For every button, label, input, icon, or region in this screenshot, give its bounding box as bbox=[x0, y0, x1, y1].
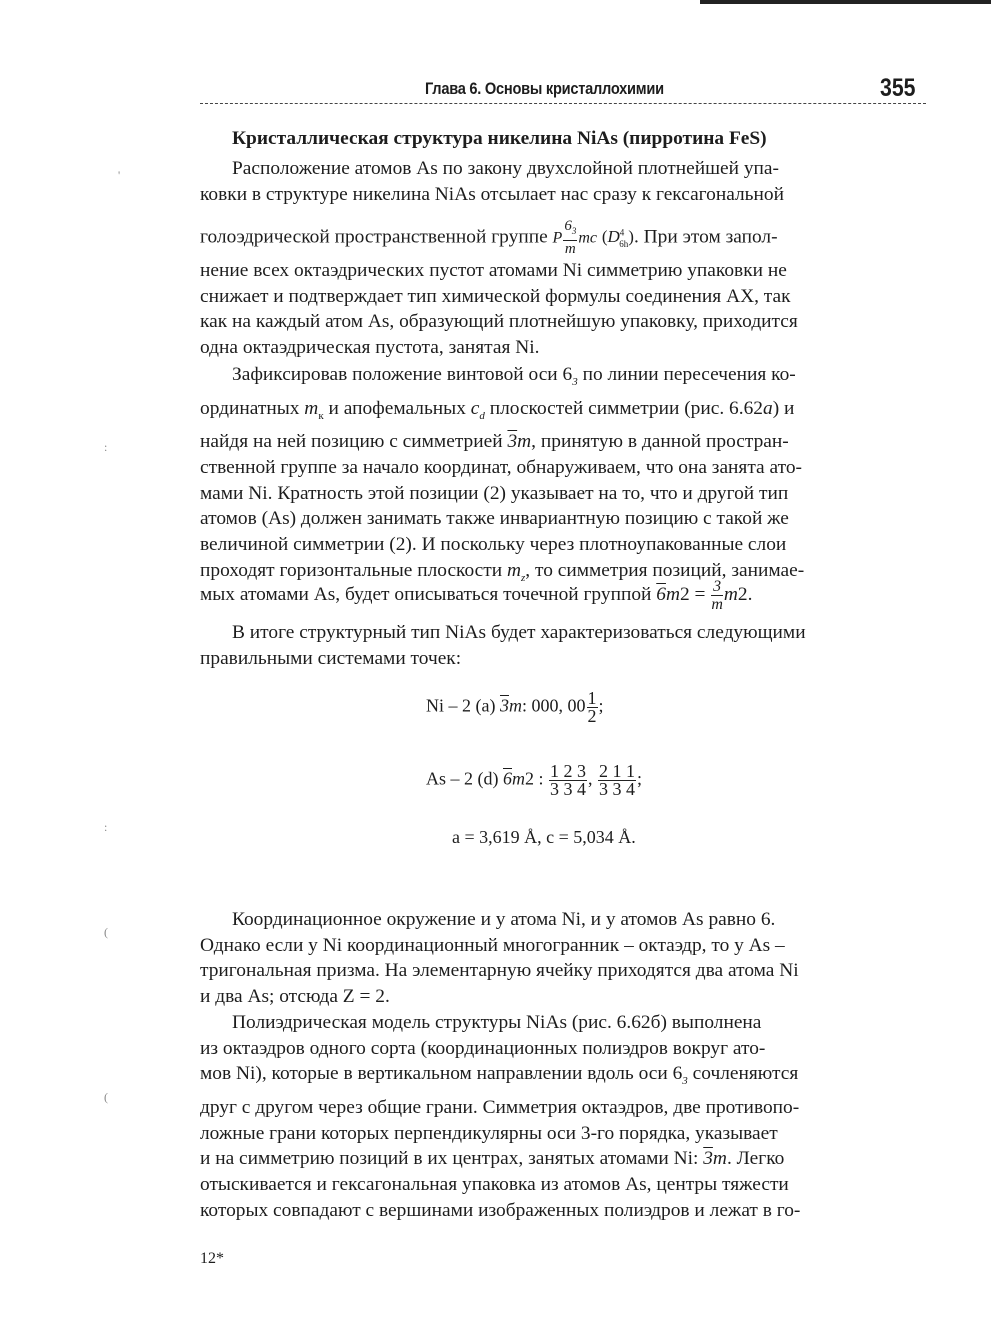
paragraph-4 bbox=[200, 907, 926, 1010]
margin-mark: : bbox=[104, 820, 108, 834]
text-line: Расположение атомов As по закону двухслойной плотнейшей упа- bbox=[232, 158, 779, 179]
text-line: ) и bbox=[772, 397, 795, 419]
margin-mark: : bbox=[104, 440, 108, 454]
text-line: сочленяются bbox=[692, 1063, 799, 1085]
text-line: и апофемальных bbox=[328, 397, 466, 419]
text-line: мых атомами As, будет описываться точечной группой bbox=[200, 583, 652, 605]
paragraph-1-formula-line: голоэдрической пространственной группе P $\frac{6_3}{m}$ mc $(D^4_{6h})$. При этом запол- bbox=[200, 218, 778, 257]
text-line: друг с другом через общие грани. Симметрия октаэдров, две противопо- bbox=[200, 1096, 800, 1118]
text-line: атомов (As) должен занимать также инвариантную позицию с такой же bbox=[200, 508, 789, 530]
margin-mark: ( bbox=[104, 925, 108, 939]
formula-lattice: a = 3,619 Å, c = 5,034 Å. bbox=[452, 827, 636, 847]
running-title: Глава 6. Основы кристаллохимии bbox=[425, 79, 664, 98]
text-line: найдя на ней позицию с симметрией bbox=[200, 431, 503, 453]
text-line: которых совпадают с вершинами изображенных полиэдров и лежат в го- bbox=[200, 1199, 801, 1221]
margin-mark: ' bbox=[118, 168, 121, 182]
text-line: Координационное окружение и у атома Ni, и у атомов As равно 6. bbox=[232, 909, 776, 930]
scan-edge-line bbox=[700, 0, 991, 4]
text-line: Зафиксировав положение винтовой оси 6 bbox=[232, 364, 573, 385]
text-line: голоэдрической пространственной группе bbox=[200, 226, 548, 248]
section-title: Кристаллическая структура никелина NiAs (пирротина FeS) bbox=[232, 128, 767, 149]
text-line: В итоге структурный тип NiAs будет характеризоваться следующими bbox=[232, 622, 806, 643]
text-line: нение всех октаэдрических пустот атомами Ni симметрию упаковки не bbox=[200, 260, 787, 281]
text-line: Однако если у Ni координационный многогранник – октаэдр, то у As – bbox=[200, 934, 785, 956]
text-line: плоскостей симметрии (рис. 6.62 bbox=[489, 397, 763, 419]
text-line: , принятую в данной простран- bbox=[531, 431, 789, 453]
header-rule bbox=[200, 103, 926, 104]
paragraph-1 bbox=[200, 156, 926, 207]
text-line: ственной группе за начало координат, обнаруживаем, что она занята ато- bbox=[200, 456, 802, 478]
signature-mark: 12* bbox=[200, 1250, 224, 1267]
paragraph-2-formula-line: мых атомами As, будет описываться точечной группой 6m2 = $\frac{3}{m}$ m2. bbox=[200, 578, 753, 613]
paragraph-3 bbox=[200, 620, 926, 671]
text-line: ложные грани которых перпендикулярны оси 3-го порядка, указывает bbox=[200, 1122, 778, 1144]
formula-as: As – 2 (d) 6m2 : $\frac{1 2 3}{3 3 4}$ , $\frac{2 1 1}{3 3 4}$ ; bbox=[426, 761, 643, 799]
text-line: мов Ni), которые в вертикальном направлении вдоль оси 6 bbox=[200, 1063, 683, 1085]
text-line: из октаэдров одного сорта (координационных полиэдров вокруг ато- bbox=[200, 1037, 766, 1059]
text-line: снижает и подтверждает тип химической формулы соединения AX, так bbox=[200, 285, 791, 307]
paragraph-1-cont bbox=[200, 258, 926, 361]
text-line: Полиэдрическая модель структуры NiAs (рис. 6.62б) выполнена bbox=[232, 1012, 762, 1033]
paragraph-2: Зафиксировав положение винтовой оси $6_3$ по линии пересечения ко- ординатных $m_к$ и апофемальных $c_d$ плоскостей симметрии (рис. 6.62а) и найдя на ней позицию с симметрией 3m, принятую в данной простран- ственной группе за начало координат, обнаруживаем, что она занята ато- мами Ni. Кратность этой позиции (2) указывает на то, что и другой тип атомов (As) должен занимать также инвариантную позицию с такой же величиной симметрии (2). И поскольку через плотноупакованные слои проходят горизонтальные плоскости $m_z$, то симметрия позиций, занимае- bbox=[200, 362, 926, 591]
page-number: 355 bbox=[880, 74, 916, 102]
text-line: проходят горизонтальные плоскости bbox=[200, 559, 503, 581]
text-line: и на симметрию позиций в их центрах, занятых атомами Ni: bbox=[200, 1148, 699, 1170]
text-line: величиной симметрии (2). И поскольку через плотноупакованные слои bbox=[200, 533, 787, 555]
margin-mark: ( bbox=[104, 1090, 108, 1104]
text-line: . Легко bbox=[726, 1148, 785, 1170]
text-line: . При этом запол- bbox=[633, 226, 778, 248]
text-line: тригональная призма. На элементарную ячейку приходятся два атома Ni bbox=[200, 960, 799, 982]
text-line: как на каждый атом As, образующий плотнейшую упаковку, приходится bbox=[200, 311, 798, 333]
text-line: ординатных bbox=[200, 397, 300, 419]
text-line: одна октаэдрическая пустота, занятая Ni. bbox=[200, 337, 540, 359]
text-line: ковки в структуре никелина NiAs отсылает нас сразу к гексагональной bbox=[200, 183, 784, 205]
text-line: и два As; отсюда Z = 2. bbox=[200, 986, 390, 1008]
text-line: по линии пересечения ко- bbox=[582, 364, 796, 385]
text-line: правильными системами точек: bbox=[200, 647, 462, 669]
text-line: отыскивается и гексагональная упаковка из атомов As, центры тяжести bbox=[200, 1174, 789, 1196]
formula-ni: Ni – 2 (a) 3m: 000, 00 $\frac{1}{2}$ ; bbox=[426, 688, 604, 726]
text-line: мами Ni. Кратность этой позиции (2) указывает на то, что и другой тип bbox=[200, 482, 789, 504]
text-line: , то симметрия позиций, занимае- bbox=[525, 559, 805, 581]
paragraph-5: Полиэдрическая модель структуры NiAs (рис. 6.62б) выполнена из октаэдров одного сорта (координационных полиэдров вокруг ато- мов Ni), которые в вертикальном направлении вдоль оси $6_3$ сочленяются друг с другом через общие грани. Симметрия октаэдров, две противопо- ложные грани которых перпендикулярны оси 3-го порядка, указывает и на симметрию позиций в их центрах, занятых атомами Ni: 3m. Легко отыскивается и гексагональная упаковка из атомов As, центры тяжести которых совпадают с вершинами изображенных полиэдров и лежат в го- bbox=[200, 1010, 926, 1224]
